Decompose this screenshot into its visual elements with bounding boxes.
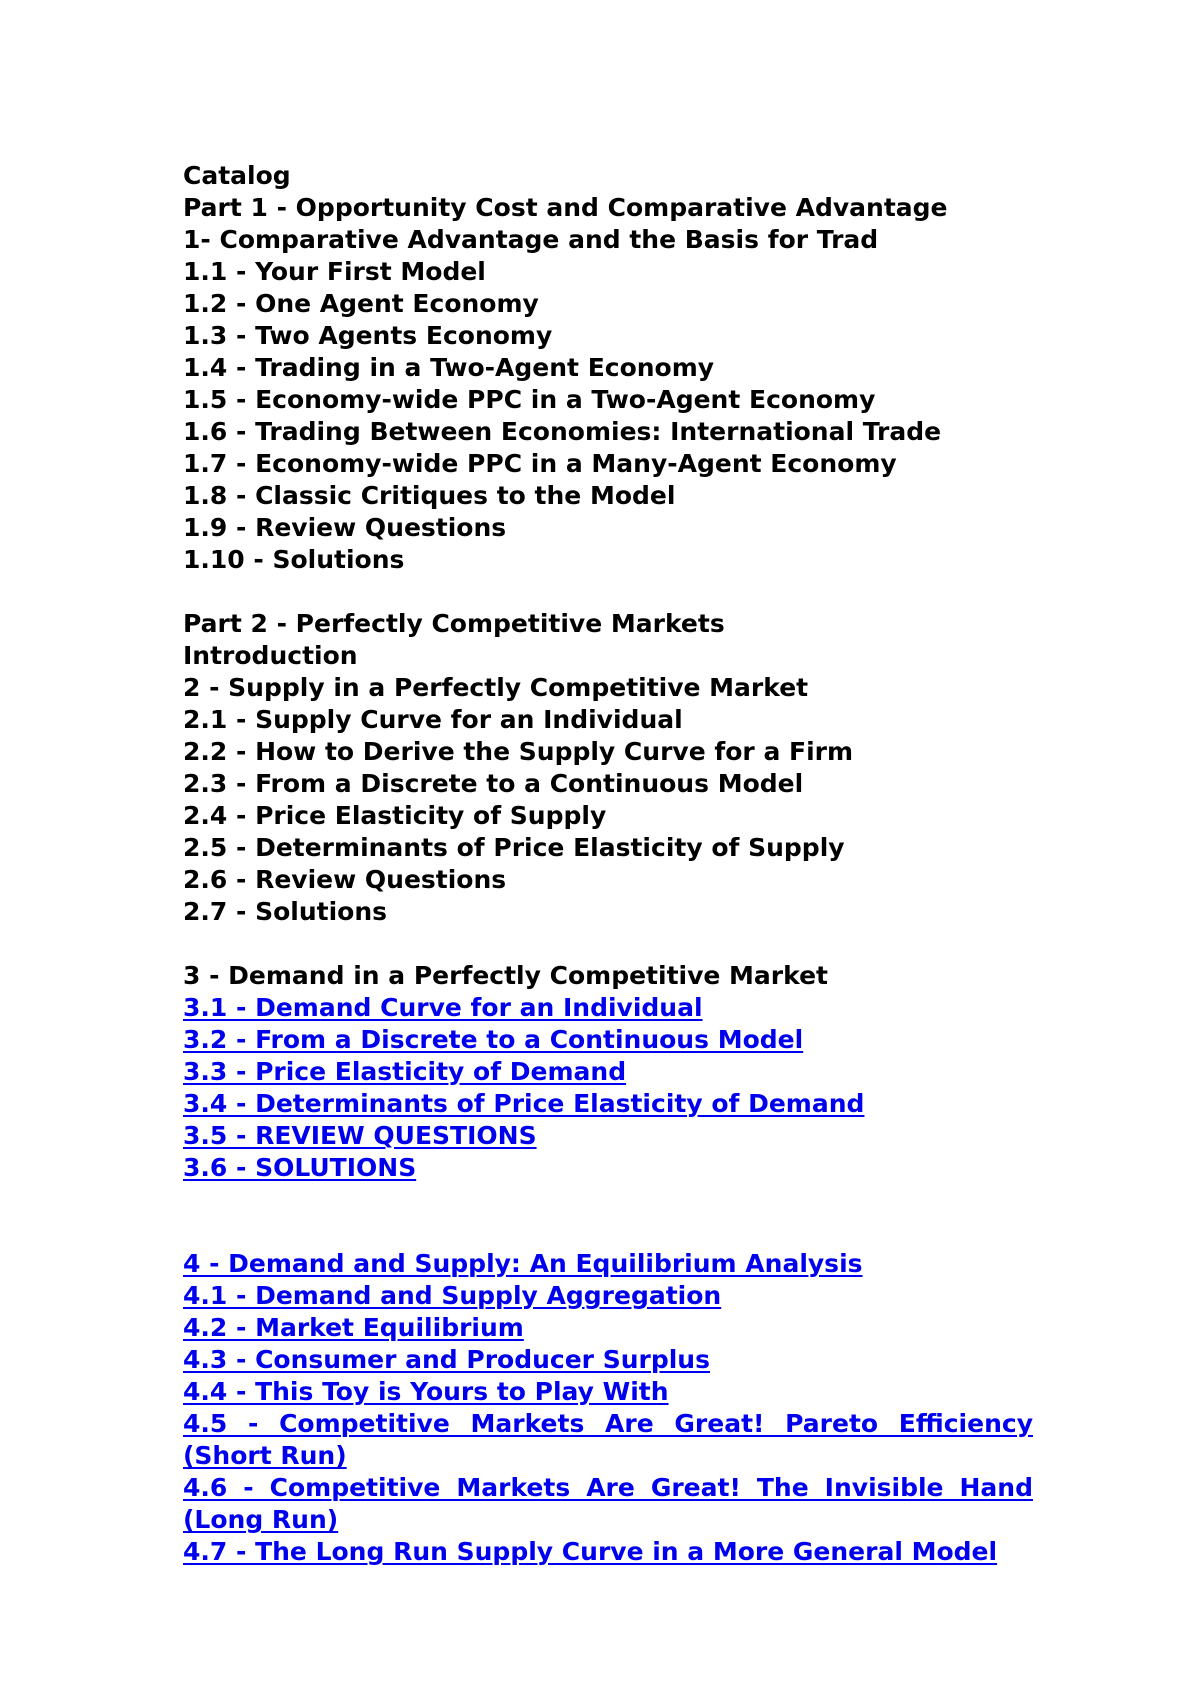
toc-item-1-3: 1.3 - Two Agents Economy xyxy=(183,321,553,350)
toc-link-4-7[interactable]: 4.7 - The Long Run Supply Curve in a More General Model xyxy=(183,1537,998,1566)
toc-item-1-10: 1.10 - Solutions xyxy=(183,545,405,574)
toc-link-3-5[interactable]: 3.5 - REVIEW QUESTIONS xyxy=(183,1121,537,1150)
toc-link-4-6[interactable]: 4.6 - Competitive Markets Are Great! The Invisible Hand (Long Run) xyxy=(183,1473,1033,1534)
spacer xyxy=(183,928,1033,960)
toc-item-1-6: 1.6 - Trading Between Economies: International Trade xyxy=(183,417,942,446)
toc-item-2-1: 2.1 - Supply Curve for an Individual xyxy=(183,705,683,734)
part2-title: Part 2 - Perfectly Competitive Markets xyxy=(183,609,725,638)
toc-link-3-2[interactable]: 3.2 - From a Discrete to a Continuous Model xyxy=(183,1025,804,1054)
toc-link-4-2[interactable]: 4.2 - Market Equilibrium xyxy=(183,1313,524,1342)
toc-item-1-7: 1.7 - Economy-wide PPC in a Many-Agent Economy xyxy=(183,449,897,478)
toc-item-1-9: 1.9 - Review Questions xyxy=(183,513,507,542)
toc-item-1-8: 1.8 - Classic Critiques to the Model xyxy=(183,481,676,510)
catalog-title: Catalog xyxy=(183,161,291,190)
toc-item-2-4: 2.4 - Price Elasticity of Supply xyxy=(183,801,607,830)
toc-link-chapter4[interactable]: 4 - Demand and Supply: An Equilibrium Analysis xyxy=(183,1249,863,1278)
toc-link-3-4[interactable]: 3.4 - Determinants of Price Elasticity of Demand xyxy=(183,1089,865,1118)
chapter1-title: 1- Comparative Advantage and the Basis for Trad xyxy=(183,225,879,254)
toc-link-4-5[interactable]: 4.5 - Competitive Markets Are Great! Pareto Efficiency (Short Run) xyxy=(183,1409,1033,1470)
toc-item-1-5: 1.5 - Economy-wide PPC in a Two-Agent Economy xyxy=(183,385,876,414)
toc-link-4-1[interactable]: 4.1 - Demand and Supply Aggregation xyxy=(183,1281,722,1310)
toc-item-2-3: 2.3 - From a Discrete to a Continuous Model xyxy=(183,769,804,798)
part1-title: Part 1 - Opportunity Cost and Comparative Advantage xyxy=(183,193,948,222)
toc-link-3-1[interactable]: 3.1 - Demand Curve for an Individual xyxy=(183,993,703,1022)
toc-link-3-3[interactable]: 3.3 - Price Elasticity of Demand xyxy=(183,1057,627,1086)
toc-item-1-1: 1.1 - Your First Model xyxy=(183,257,486,286)
toc-link-4-4[interactable]: 4.4 - This Toy is Yours to Play With xyxy=(183,1377,669,1406)
toc-link-4-3[interactable]: 4.3 - Consumer and Producer Surplus xyxy=(183,1345,710,1374)
introduction: Introduction xyxy=(183,641,358,670)
spacer xyxy=(183,576,1033,608)
table-of-contents xyxy=(183,160,1033,1568)
toc-item-2-5: 2.5 - Determinants of Price Elasticity of Supply xyxy=(183,833,845,862)
toc-item-2-6: 2.6 - Review Questions xyxy=(183,865,507,894)
spacer xyxy=(183,1184,1033,1216)
toc-item-1-2: 1.2 - One Agent Economy xyxy=(183,289,539,318)
toc-item-2-2: 2.2 - How to Derive the Supply Curve for a Firm xyxy=(183,737,854,766)
toc-item-1-4: 1.4 - Trading in a Two-Agent Economy xyxy=(183,353,715,382)
chapter2-title: 2 - Supply in a Perfectly Competitive Market xyxy=(183,673,809,702)
toc-link-3-6[interactable]: 3.6 - SOLUTIONS xyxy=(183,1153,417,1182)
chapter3-title: 3 - Demand in a Perfectly Competitive Market xyxy=(183,961,828,990)
toc-item-2-7: 2.7 - Solutions xyxy=(183,897,387,926)
spacer xyxy=(183,1216,1033,1248)
